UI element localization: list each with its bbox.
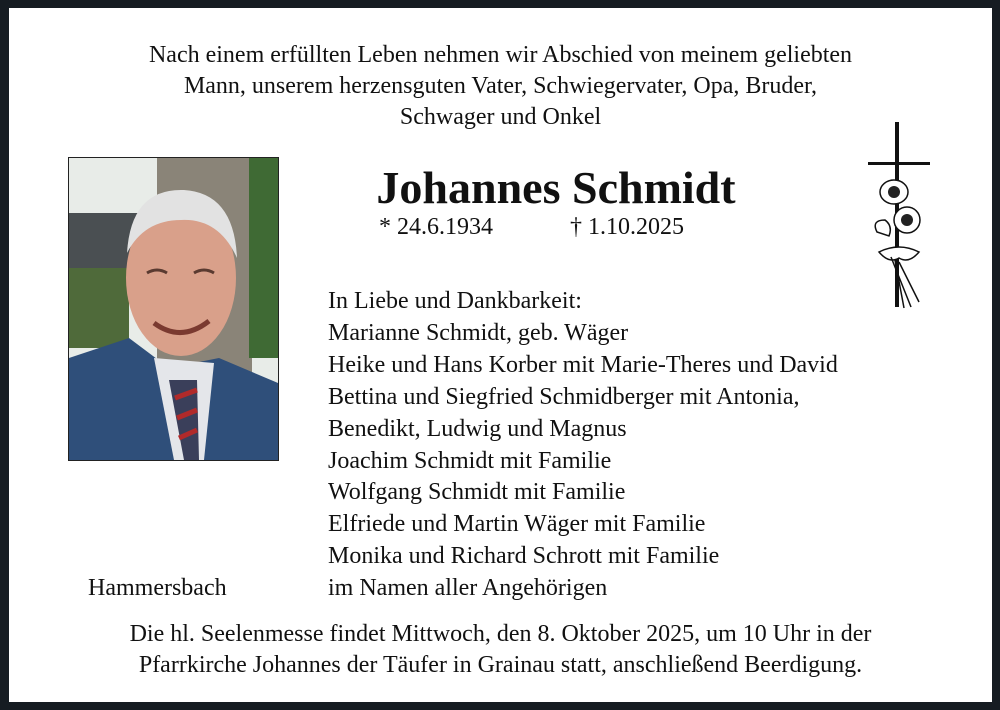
mourner-line: Benedikt, Ludwig und Magnus — [328, 415, 627, 442]
mourner-line: im Namen aller Angehörigen — [328, 575, 608, 602]
intro-line-2: Mann, unserem herzensguten Vater, Schwiegervater, Opa, Bruder, — [183, 73, 818, 99]
mourner-line: Heike und Hans Korber mit Marie-Theres und David — [328, 351, 838, 378]
intro-line-1: Nach einem erfüllten Leben nehmen wir Abschied von meinem geliebten — [148, 42, 853, 68]
place-of-residence: Hammersbach — [88, 575, 227, 601]
mourner-line: In Liebe und Dankbarkeit: — [328, 288, 582, 314]
birth-date: * 24.6.1934 — [379, 214, 493, 240]
deceased-name: Johannes Schmidt — [376, 162, 736, 213]
mourner-line: Joachim Schmidt mit Familie — [328, 447, 612, 474]
mourner-line: Monika und Richard Schrott mit Familie — [328, 543, 720, 570]
mourner-line: Marianne Schmidt, geb. Wäger — [328, 319, 629, 346]
cross-with-roses-icon — [859, 122, 939, 312]
obituary-notice — [9, 8, 992, 702]
mourners-list — [328, 286, 838, 605]
mourner-line: Wolfgang Schmidt mit Familie — [328, 479, 626, 506]
intro-line-3: Schwager und Onkel — [399, 104, 602, 130]
mourner-line: Bettina und Siegfried Schmidberger mit Antonia, — [328, 383, 800, 410]
portrait-photo — [68, 157, 279, 461]
service-line-2: Pfarrkirche Johannes der Täufer in Grainau statt, anschließend Beerdigung. — [138, 652, 863, 678]
death-date: † 1.10.2025 — [570, 214, 684, 240]
service-line-1: Die hl. Seelenmesse findet Mittwoch, den 8. Oktober 2025, um 10 Uhr in der — [129, 621, 872, 647]
mourner-line: Elfriede und Martin Wäger mit Familie — [328, 511, 706, 538]
